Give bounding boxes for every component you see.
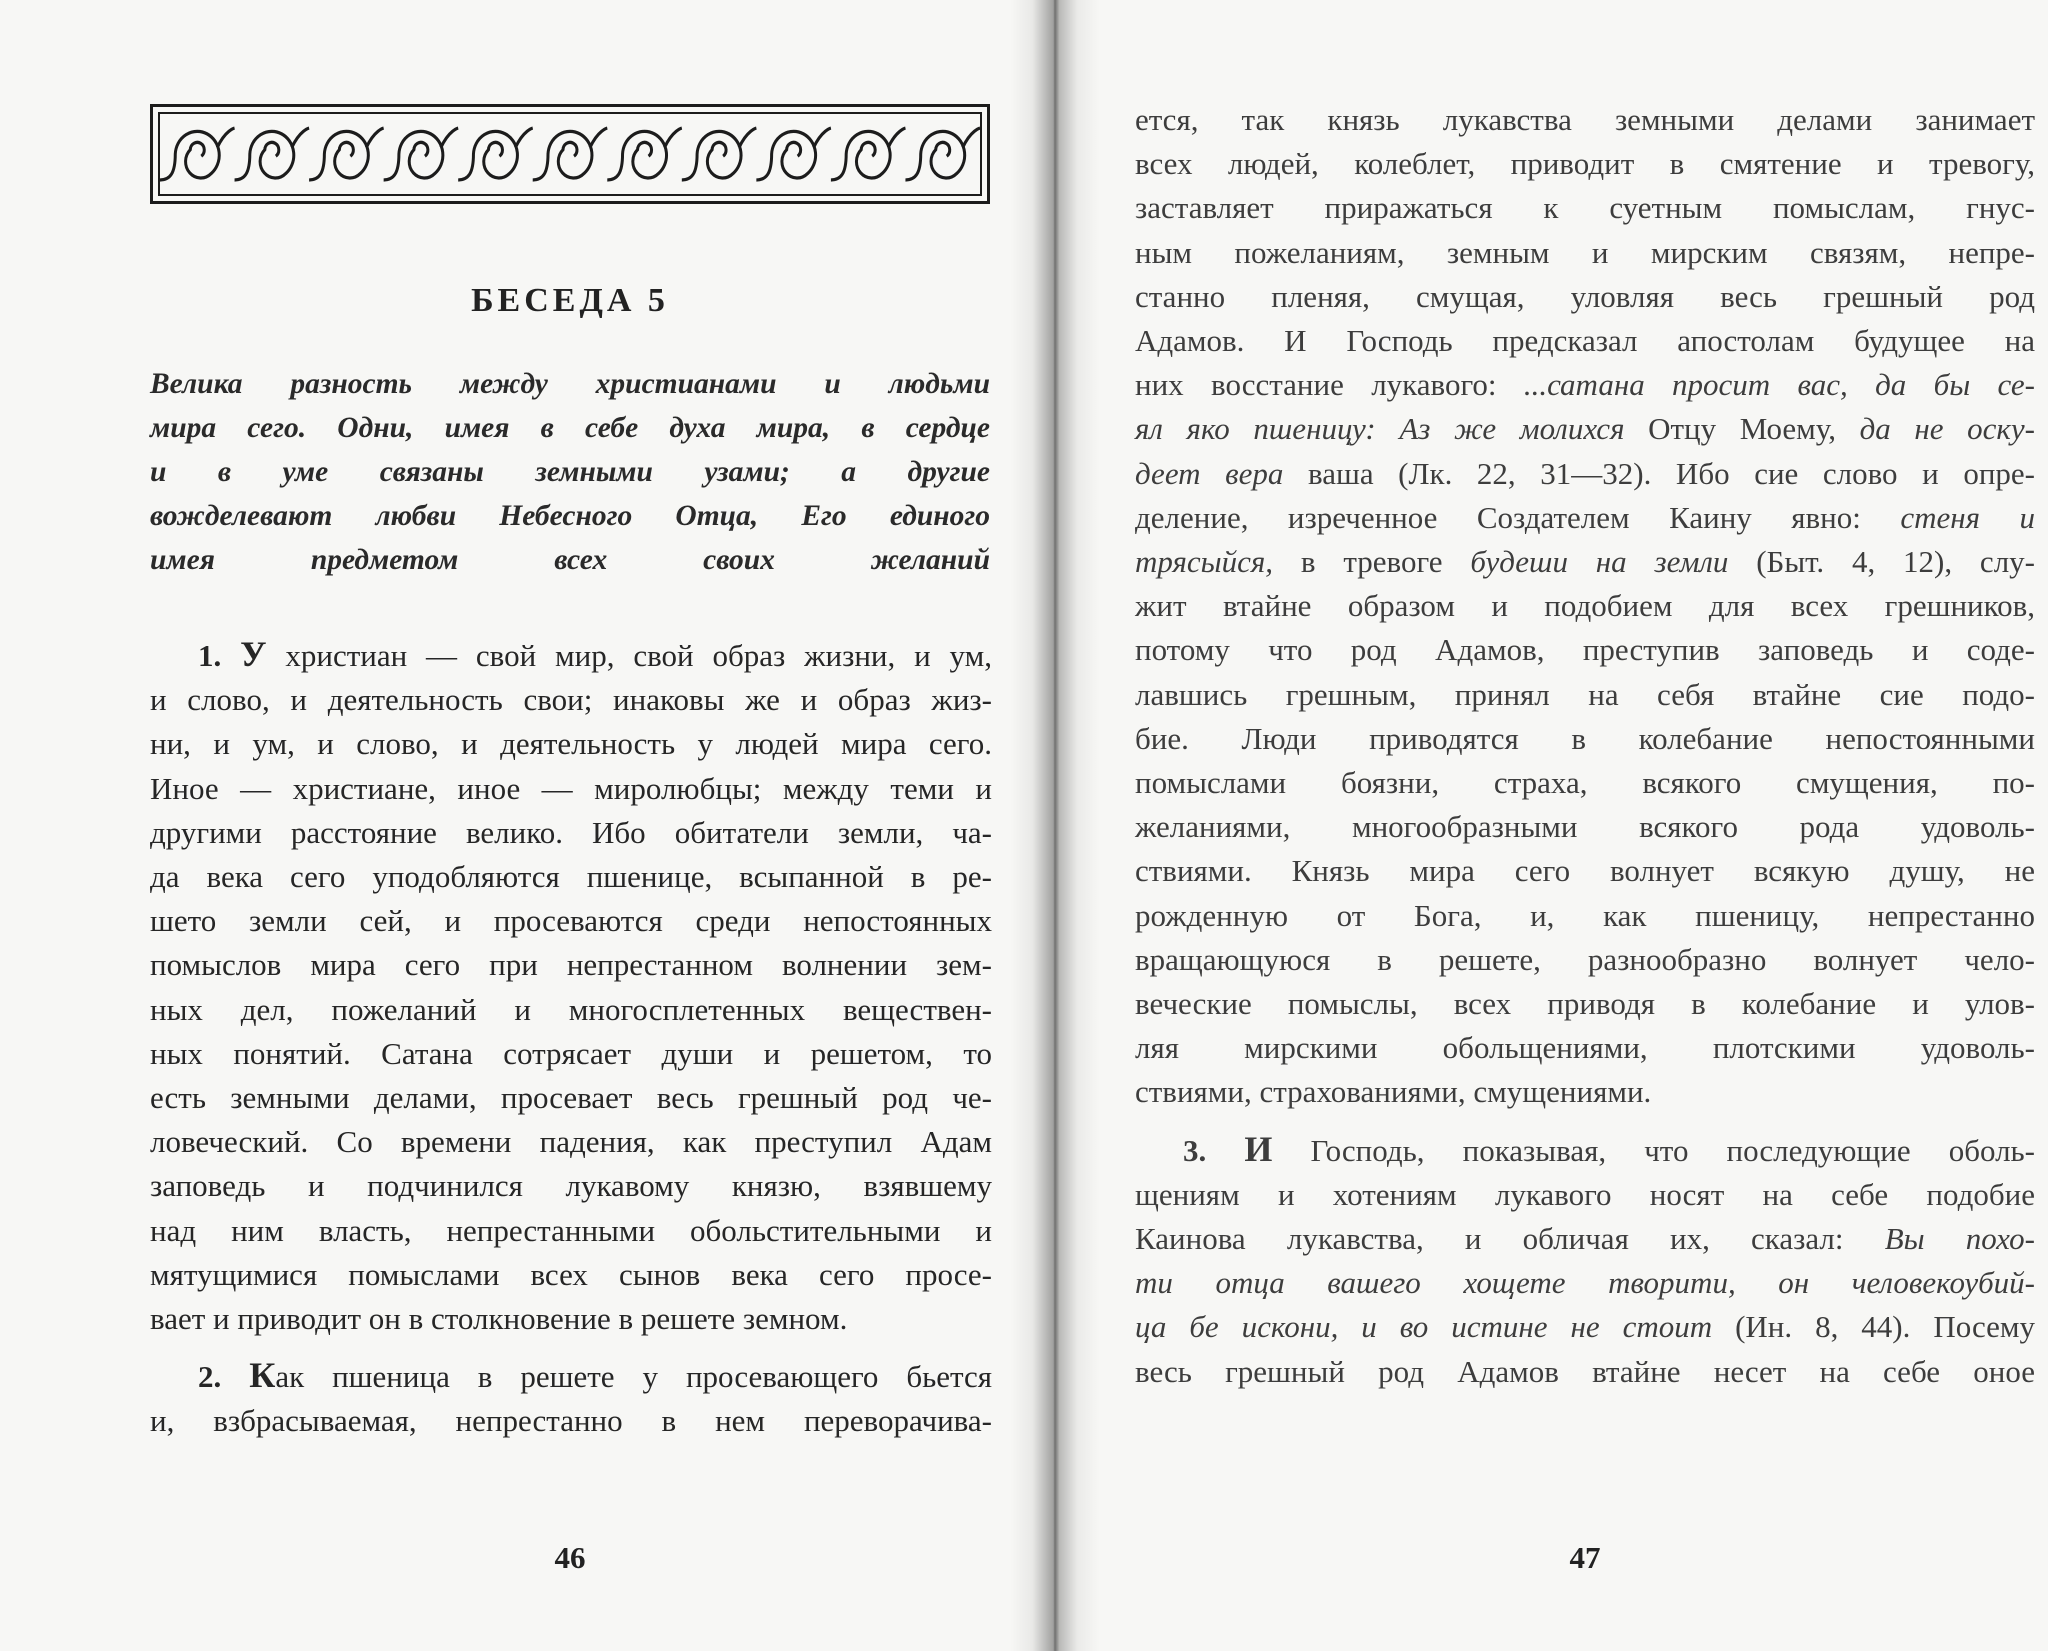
scripture-quote: трясыйся, [1135,544,1274,580]
text-line: над ним власть, непрестанными обольстительными и [150,1212,992,1248]
text-line: щениям и хотениям лукавого носят на себе подобие [1135,1176,2035,1212]
summary-line: и в уме связаны земными узами; а другие [150,456,990,488]
text-line [1135,407,2035,451]
text-line: ется, так князь лукавства земными делами занимает [1135,102,2035,137]
text-line: ным пожеланиям, земным и мирским связям, непре- [1135,234,2035,270]
paragraph-number: 2. [198,1359,222,1395]
text-line [1135,1305,2035,1349]
page-number-left: 46 [554,1540,586,1575]
text-line: заставляет приражаться к суетным помыслам, гнус- [1135,190,2035,226]
text-line: станно пленяя, смущая, уловляя весь грешный род [1135,278,2035,314]
text-line: мятущимися помыслами всех сынов века сего просе- [150,1256,992,1292]
summary-line: вожделевают любви Небесного Отца, Его единого [150,500,990,532]
scripture-quote: ца бе искони, и во истине не стоит [1135,1309,1713,1345]
chapter-title: БЕСЕДА 5 [471,282,669,319]
text-line: потому что род Адамов, преступив заповедь и соде- [1135,632,2035,668]
paragraph-number: 1. [198,638,222,673]
summary-line: Велика разность между христианами и людьми [150,368,990,400]
text-run: (Быт. 4, 12), слу- [1728,544,2035,580]
text-line: помыслов мира сего при непрестанном волнении зем- [150,947,992,983]
book-gutter-shadow [1010,0,1100,1651]
text-run: Отцу Моему, [1624,411,1860,447]
text-line: рожденную от Бога, и, как пшеницу, непрестанно [1135,897,2035,933]
text-line: ствиями. Князь мира сего волнует всякую душу, не [1135,853,2035,889]
scripture-quote: ти отца вашего хощете творити, он человекоубий- [1135,1265,2035,1301]
page-number-right: 47 [1569,1540,1601,1575]
text-line: другими расстояние велико. Ибо обитатели земли, ча- [150,814,992,850]
ornamental-header-border [150,104,990,204]
text-line [1135,363,2035,407]
text-run: Господь, показывая, что последующие оболь- [1272,1132,2036,1168]
text-line [1135,540,2035,584]
paragraph-1-first-line [150,632,992,678]
text-line [1135,452,2035,496]
summary-line: мира сего. Одни, имея в себе духа мира, в сердце [150,412,990,444]
text-run: ваша (Лк. 22, 31—32). Ибо сие слово и опре- [1283,455,2035,491]
text-line: помыслами боязни, страха, всякого смущения, по- [1135,765,2035,801]
paragraph-gap [1135,1115,2035,1127]
ornament-spiral-border-icon [158,112,982,196]
text-line: весь грешный род Адамов втайне несет на себе оное [1135,1353,2035,1389]
right-body-text [1135,98,2035,1394]
text-line: желаниями, многообразными всякого рода удоволь- [1135,809,2035,845]
right-page [1055,0,2048,1651]
text-line: шето земли сей, и просеваются среди непостоянных [150,903,992,939]
text-line: всех людей, колеблет, приводит в смятение и тревогу, [1135,146,2035,182]
paragraph-gap [150,1341,992,1353]
scripture-quote: ял яко пшеницу: Аз же молихся [1135,411,1625,447]
chapter-summary [150,362,990,582]
text-line: да века сего уподобляются пшенице, всыпанной в ре- [150,859,992,895]
scripture-quote: Вы похо- [1884,1221,2035,1257]
text-run: Каинова лукавства, и обличая их, сказал: [1135,1221,1885,1257]
text-line: жит втайне образом и подобием для всех грешников, [1135,588,2035,624]
summary-line: имея предметом всех своих желаний [150,544,990,576]
text-run: христиан — свой мир, свой образ жизни, и ум, [266,638,993,673]
text-line: и, взбрасываемая, непрестанно в нем переворачива- [150,1403,992,1439]
text-run: ак пшеница в решете у просевающего бьется [275,1359,992,1395]
scripture-quote: стеня и [1900,499,2035,535]
text-line: заповедь и подчинился лукавому князю, взявшему [150,1168,992,1204]
text-line: ных понятий. Сатана сотрясает души и решетом, то [150,1035,992,1071]
text-line: есть земными делами, просевает весь грешный род че- [150,1080,992,1116]
scripture-quote: да не оску- [1859,411,2035,447]
paragraph-2-first-line [150,1353,992,1399]
text-line: Иное — христиане, иное — миролюбцы; между теми и [150,770,992,806]
text-line: вает и приводит он в столкновение в решете земном. [150,1301,848,1337]
drop-initial: К [249,1355,276,1396]
text-line: и слово, и деятельность свои; инаковы же и образ жиз- [150,682,992,718]
text-run: (Ин. 8, 44). Посему [1712,1309,2035,1345]
text-line: ляя мирскими обольщениями, плотскими удоволь- [1135,1030,2035,1066]
scripture-quote: ...сатана просит вас, да бы се- [1523,367,2035,403]
text-line: ных дел, пожеланий и многосплетенных веществен- [150,991,992,1027]
text-line: ни, и ум, и слово, и деятельность у людей мира сего. [150,726,992,762]
text-line: вращающуюся в решете, разнообразно волнует чело- [1135,941,2035,977]
text-run: них восстание лукавого: [1135,367,1524,403]
text-line: ствиями, страхованиями, смущениями. [1135,1074,1652,1110]
text-run: в тревоге [1273,544,1471,580]
text-line: лавшись грешным, принял на себя втайне сие подо- [1135,676,2035,712]
text-line: веческие помыслы, всех приводя в колебание и улов- [1135,986,2035,1022]
scripture-quote: деет вера [1135,455,1284,491]
scripture-quote: будеши на земли [1470,544,1729,580]
drop-initial: И [1244,1128,1273,1169]
text-line: ловеческий. Со времени падения, как преступил Адам [150,1124,992,1160]
left-body-text [150,632,992,1444]
text-line: бие. Люди приводятся в колебание непостоянными [1135,720,2035,756]
text-run: деление, изреченное Создателем Каину явно: [1135,499,1901,535]
text-line: Адамов. И Господь предсказал апостолам будущее на [1135,323,2035,359]
drop-initial: У [240,634,267,674]
paragraph-number: 3. [1183,1132,1207,1168]
text-line [1135,496,2035,540]
paragraph-3-first-line [1135,1127,2035,1173]
text-line [1135,1217,2035,1261]
